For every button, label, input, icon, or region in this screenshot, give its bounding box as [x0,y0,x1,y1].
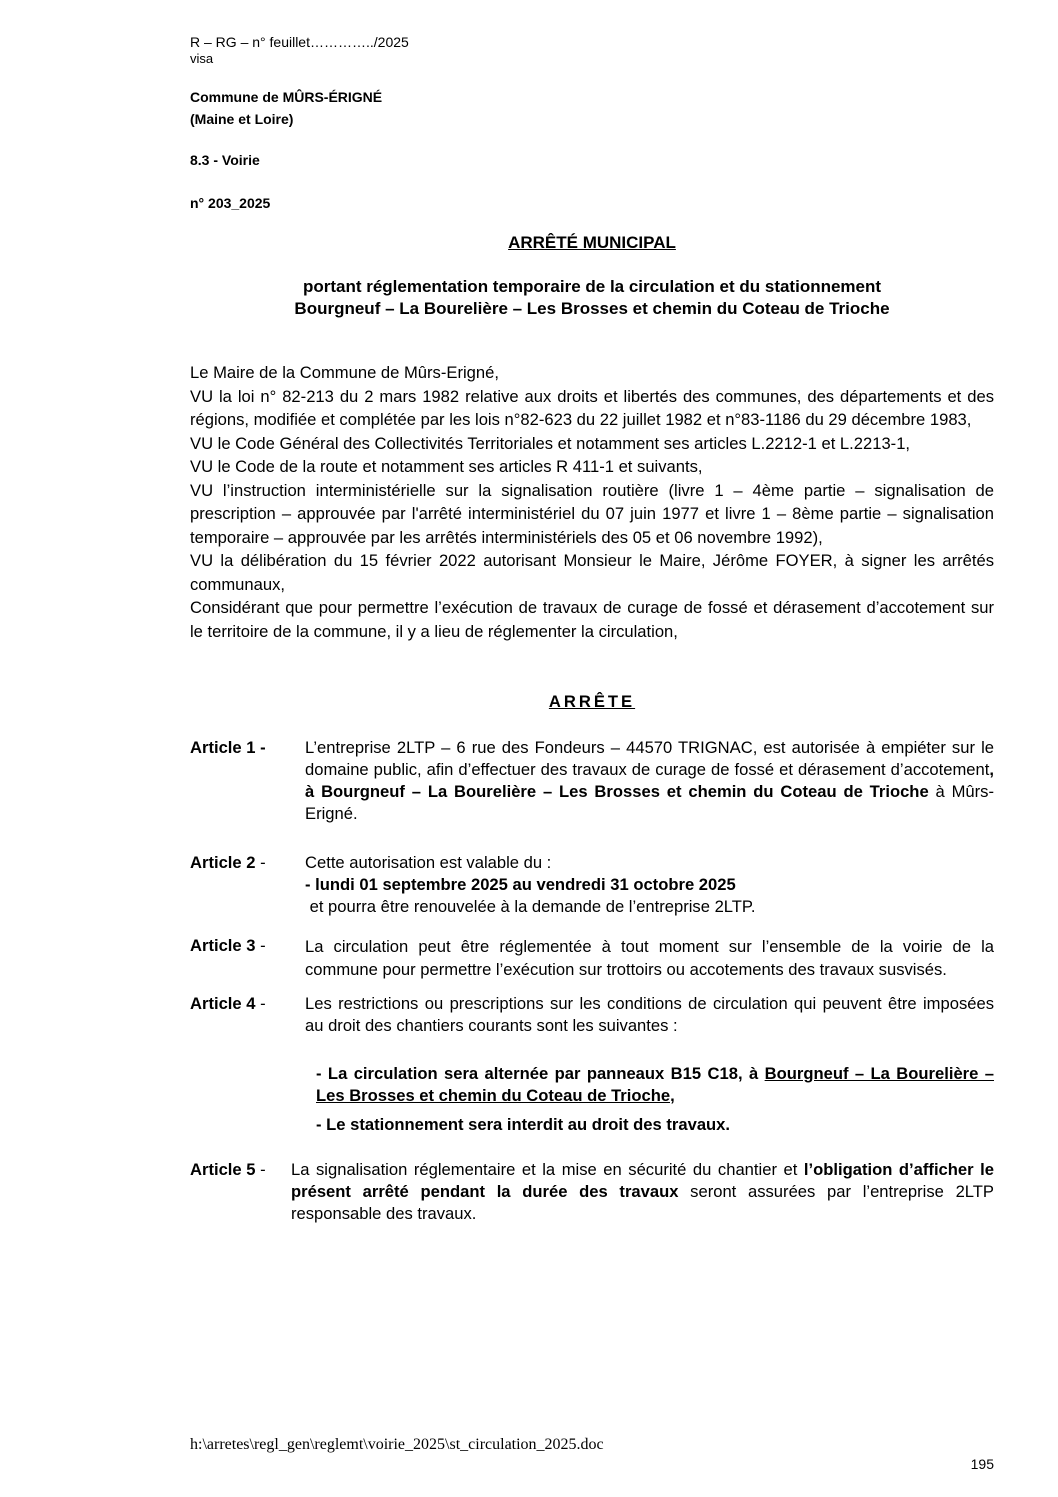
article-5-text: La signalisation réglementaire et la mise en sécurité du chantier et l’obligation d’afficher le présent arrêté pendant la durée des travaux seront assurées par l’entreprise 2LTP responsable des travaux. [291,1160,994,1223]
header-reference: R – RG – n° feuillet…………../2025 [190,34,409,50]
header-visa: visa [190,51,214,66]
article-1-label: Article 1 - [190,738,266,757]
arrete-heading-wrapper [190,692,994,712]
title-wrapper [190,233,994,253]
article-4-bullet-2: - Le stationnement sera interdit au droit des travaux. [316,1115,731,1134]
article-4-bullet-1: - La circulation sera alternée par panneaux B15 C18, à Bourgneuf – La Bourelière – Les Brosses et chemin du Coteau de Trioche, [316,1064,994,1105]
article-2-line: et pourra être renouvelée à la demande de l’entreprise 2LTP. [305,897,756,916]
article-3-text: La circulation peut être réglementée à tout moment sur l’ensemble de la voirie de la commune pour permettre l’exécution sur trottoirs ou accotements des travaux susvisés. [305,937,994,979]
category: 8.3 - Voirie [190,152,260,168]
preamble-paragraph: Le Maire de la Commune de Mûrs-Erigné, [190,363,499,382]
page-number: 195 [970,1456,994,1472]
preamble-paragraph: VU l’instruction interministérielle sur la signalisation routière (livre 1 – 4ème partie – signalisation de prescription – approuvée par l'arrêté interministériel du 07 juin 1977 et livre 1 – 8ème partie – signalisation temporaire – approuvée par les arrêtés interministériels des 05 et 06 novembre 1992), [190,480,994,547]
article-2-line: Cette autorisation est valable du : [305,853,552,872]
article-4-text: Les restrictions ou prescriptions sur les conditions de circulation qui peuvent être imposées au droit des chantiers courants sont les suivantes : [305,994,994,1035]
article-4-label: Article 4 - [190,994,266,1013]
preamble [190,361,994,643]
article-1-text: L’entreprise 2LTP – 6 rue des Fondeurs – 44570 TRIGNAC, est autorisée à empiéter sur le domaine public, afin d’effectuer des travaux de curage de fossé et dérasement d’accotement, à Bourgneuf – La Bourelière – Les Brosses et chemin du Coteau de Trioche à Mûrs-Erigné. [305,738,994,823]
preamble-paragraph: VU le Code de la route et notamment ses articles R 411-1 et suivants, [190,457,703,476]
article-3-label: Article 3 - [190,936,266,955]
article-5-label: Article 5 - [190,1160,266,1179]
page-title: ARRÊTÉ MUNICIPAL [508,233,676,252]
department: (Maine et Loire) [190,111,294,127]
file-path: h:\arretes\regl_gen\reglemt\voirie_2025\st_circulation_2025.doc [190,1436,604,1453]
arrete-heading: ARRÊTE [548,692,636,711]
article-2-label: Article 2 - [190,853,266,872]
subtitle-line-1: portant réglementation temporaire de la circulation et du stationnement [302,277,882,296]
article-2-dates: - lundi 01 septembre 2025 au vendredi 31 octobre 2025 [305,875,736,894]
preamble-paragraph: Considérant que pour permettre l’exécution de travaux de curage de fossé et dérasement d’accotement sur le territoire de la commune, il y a lieu de réglementer la circulation, [190,598,994,641]
subtitle-line-2: Bourgneuf – La Bourelière – Les Brosses et chemin du Coteau de Trioche [294,299,890,318]
article-2-text [305,852,994,918]
decree-number: n° 203_2025 [190,195,271,211]
preamble-paragraph: VU la loi n° 82-213 du 2 mars 1982 relative aux droits et libertés des communes, des départements et des régions, modifiée et complétée par les lois n°82-623 du 22 juillet 1982 et n°83-1186 du 29 décembre 1983, [190,386,994,429]
commune-name: Commune de MÛRS-ÉRIGNÉ [190,89,383,105]
preamble-paragraph: VU le Code Général des Collectivités Territoriales et notamment ses articles L.2212-1 et L.2213-1, [190,433,911,453]
preamble-paragraph: VU la délibération du 15 février 2022 autorisant Monsieur le Maire, Jérôme FOYER, à signer les arrêtés communaux, [190,551,994,594]
